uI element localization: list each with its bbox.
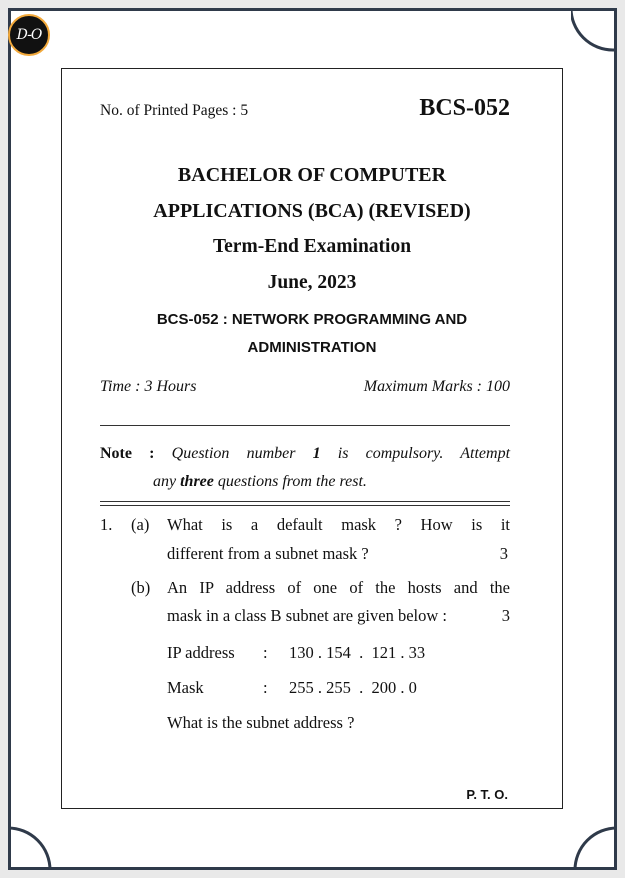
part-a-line-2: different from a subnet mask ? [167,544,369,563]
mask-separator: : [263,678,268,697]
part-b-label: (b) [131,578,151,597]
part-b-line-1: An IP address of one of the hosts and the [167,578,510,597]
ip-separator: : [263,643,268,662]
title-line-1: BACHELOR OF COMPUTER [177,164,447,186]
divider-double-2 [100,505,510,506]
title-line-2: APPLICATIONS (BCA) (REVISED) [153,200,471,222]
note-block [100,440,510,496]
divider-double-1 [100,501,510,502]
time-marks-row [100,378,510,396]
mask-label: Mask [167,678,204,697]
subject-line-2: ADMINISTRATION [247,339,377,356]
note-text-2a: any [153,473,181,490]
note-line-1 [100,440,510,468]
divider-top [100,425,510,426]
part-a-label: (a) [131,515,150,534]
exam-date: June, 2023 [267,272,357,293]
note-number: 1 [312,445,321,462]
exam-title: Term-End Examination [212,236,412,257]
ip-value: 130 . 154 . 121 . 33 [289,643,426,662]
mask-value: 255 . 255 . 200 . 0 [289,678,417,697]
note-text-1b: is compulsory. Attempt [320,445,511,462]
subnet-question: What is the subnet address ? [167,713,355,732]
note-label: Note : [100,445,155,462]
question-number: 1. [100,515,113,534]
logo-text: D-O [16,27,42,43]
logo-badge [8,14,50,56]
part-b-marks: 3 [501,606,510,625]
pto-label: P. T. O. [466,787,508,802]
corner-top-right [571,8,617,54]
note-text-1a: Question number [171,445,313,462]
exam-paper [61,68,563,809]
subject-line-1: BCS-052 : NETWORK PROGRAMMING AND [156,311,468,328]
printed-pages: No. of Printed Pages : 5 [100,102,249,119]
corner-bottom-right [571,824,617,870]
part-a-line-1: What is a default mask ? How is it [167,515,510,534]
ip-label: IP address [167,643,235,662]
course-code: BCS-052 [419,95,510,121]
note-line-2 [100,468,510,496]
part-a-marks: 3 [499,544,508,563]
maximum-marks: Maximum Marks : 100 [363,378,510,395]
note-text-2b: questions from the rest. [213,473,367,490]
paper-header [100,95,510,122]
time-allowed: Time : 3 Hours [100,378,197,395]
part-b-line-2: mask in a class B subnet are given below : [167,606,447,625]
note-three: three [180,473,214,490]
corner-bottom-left [8,824,54,870]
